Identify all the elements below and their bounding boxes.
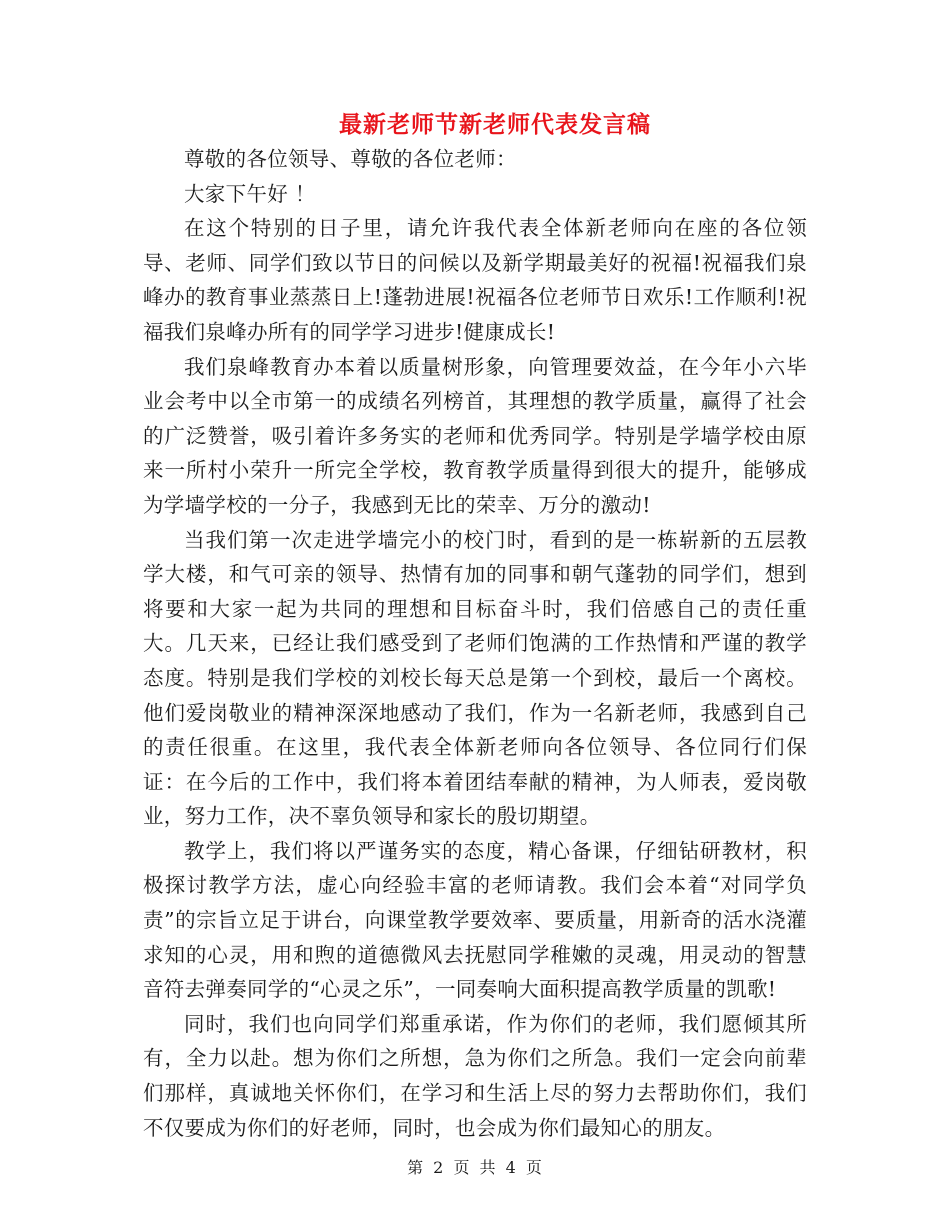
paragraph-salutation: 尊敬的各位领导、尊敬的各位老师： xyxy=(184,147,517,171)
paragraph-school-achievement: 我们泉峰教育办本着以质量树形象，向管理要效益，在今年小六毕业会考中以全市第一的成绩名列榜首，其理想的教学质量，赢得了社会的广泛赞誉，吸引着许多务实的老师和优秀同学。特别是学墙学校由原来一所村小荣升一所完全学校，教育教学质量得到很大的提升，能够成为学墙学校的一分子，我感到无比的荣幸、万分的激动! xyxy=(143,354,807,517)
document-body xyxy=(143,142,807,1145)
paragraph-teaching-commitment: 教学上，我们将以严谨务实的态度，精心备课，仔细钻研教材，积极探讨教学方法，虚心向经验丰富的老师请教。我们会本着“对同学负责”的宗旨立足于讲台，向课堂教学要效率、要质量，用新奇的活水浇灌求知的心灵，用和煦的道德微风去抚慰同学稚嫩的灵魂，用灵动的智慧音符去弹奏同学的“心灵之乐”，一同奏响大面积提高教学质量的凯歌! xyxy=(143,838,807,1002)
paragraph-blessing: 在这个特别的日子里，请允许我代表全体新老师向在座的各位领导、老师、同学们致以节日的问候以及新学期最美好的祝福!祝福我们泉峰办的教育事业蒸蒸日上!蓬勃进展!祝福各位老师节日欢乐!工作顺利!祝福我们泉峰办所有的同学学习进步!健康成长! xyxy=(143,216,807,344)
paragraph-promise-to-students: 同时，我们也向同学们郑重承诺，作为你们的老师，我们愿倾其所有，全力以赴。想为你们之所想，急为你们之所急。我们一定会向前辈们那样，真诚地关怀你们，在学习和生活上尽的努力去帮助你们，我们不仅要成为你们的好老师，同时，也会成为你们最知心的朋友。 xyxy=(143,1011,807,1140)
document-title: 最新老师节新老师代表发言稿 xyxy=(339,111,651,138)
page-number-footer: 第 2 页 共 4 页 xyxy=(407,1158,543,1177)
paragraph-greeting: 大家下午好 ！ xyxy=(184,181,316,206)
paragraph-first-impression: 当我们第一次走进学墙完小的校门时，看到的是一栋崭新的五层教学大楼，和气可亲的领导、热情有加的同事和朝气蓬勃的同学们，想到将要和大家一起为共同的理想和目标奋斗时，我们倍感自己的责任重大。几天来，已经让我们感受到了老师们饱满的工作热情和严谨的教学态度。特别是我们学校的刘校长每天总是第一个到校，最后一个离校。他们爱岗敬业的精神深深地感动了我们，作为一名新老师，我感到自己的责任很重。在这里，我代表全体新老师向各位领导、各位同行们保证：在今后的工作中，我们将本着团结奉献的精神，为人师表，爱岗敬业，努力工作，决不辜负领导和家长的殷切期望。 xyxy=(143,527,807,829)
